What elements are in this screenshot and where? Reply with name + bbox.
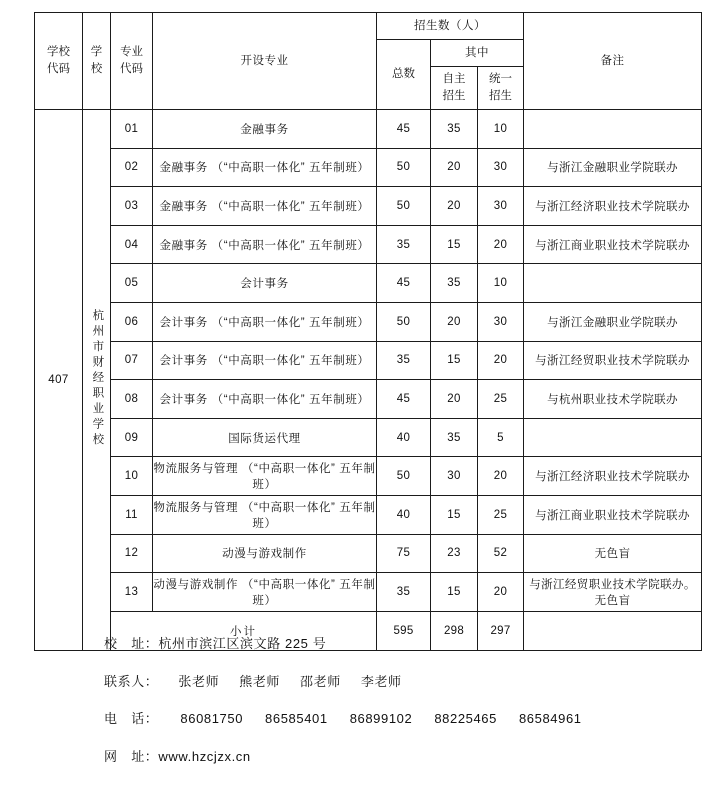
school-contact-block — [104, 636, 684, 786]
remark-cell: 与浙江经济职业技术学院联办 — [524, 457, 702, 496]
major-code-cell: 12 — [111, 534, 153, 573]
table-row — [35, 573, 702, 612]
independent-cell: 15 — [431, 573, 478, 612]
school-name-vertical: 杭州市财经职业学校 — [91, 308, 104, 449]
major-code-cell: 11 — [111, 495, 153, 534]
header-unified: 统一 招生 — [478, 67, 524, 110]
major-code-cell: 09 — [111, 418, 153, 457]
address-line — [104, 636, 684, 652]
phone-number: 86081750 — [180, 711, 244, 727]
major-name-cell: 动漫与游戏制作 — [153, 534, 377, 573]
major-name-cell: 国际货运代理 — [153, 418, 377, 457]
total-cell: 45 — [377, 264, 431, 303]
phone-label: 电 话： — [104, 711, 159, 727]
remark-cell: 与浙江商业职业技术学院联办 — [524, 225, 702, 264]
header-remark: 备注 — [524, 13, 702, 110]
header-school-name: 学 校 — [83, 13, 111, 110]
table-row — [35, 187, 702, 226]
unified-cell: 10 — [478, 110, 524, 149]
remark-cell: 与浙江经济职业技术学院联办 — [524, 187, 702, 226]
major-name-cell: 金融事务 （“中高职一体化” 五年制班） — [153, 148, 377, 187]
major-name-cell: 会计事务 （“中高职一体化” 五年制班） — [153, 380, 377, 419]
unified-cell: 20 — [478, 573, 524, 612]
header-school-code: 学校 代码 — [35, 13, 83, 110]
unified-cell: 25 — [478, 495, 524, 534]
major-code-cell: 03 — [111, 187, 153, 226]
phone-number: 88225465 — [434, 711, 497, 727]
table-row — [35, 148, 702, 187]
major-code-cell: 06 — [111, 302, 153, 341]
table-row — [35, 418, 702, 457]
major-name-cell: 动漫与游戏制作 （“中高职一体化” 五年制班） — [153, 573, 377, 612]
unified-cell: 20 — [478, 341, 524, 380]
subtotal-label: 小计 — [111, 611, 377, 650]
major-name-cell: 金融事务 （“中高职一体化” 五年制班） — [153, 225, 377, 264]
unified-cell: 5 — [478, 418, 524, 457]
phone-number: 86899102 — [349, 711, 413, 727]
total-cell: 75 — [377, 534, 431, 573]
independent-cell: 15 — [431, 225, 478, 264]
unified-cell: 30 — [478, 302, 524, 341]
independent-cell: 23 — [431, 534, 478, 573]
independent-cell: 30 — [431, 457, 478, 496]
total-cell: 35 — [377, 341, 431, 380]
major-name-cell: 会计事务 （“中高职一体化” 五年制班） — [153, 341, 377, 380]
independent-cell: 15 — [431, 495, 478, 534]
table-row — [35, 341, 702, 380]
total-cell: 40 — [377, 495, 431, 534]
contact-name: 李老师 — [360, 673, 402, 689]
independent-cell: 35 — [431, 264, 478, 303]
subtotal-independent: 298 — [431, 611, 478, 650]
major-code-cell: 04 — [111, 225, 153, 264]
subtotal-total: 595 — [377, 611, 431, 650]
unified-cell: 30 — [478, 148, 524, 187]
contact-label: 联系人： — [104, 673, 159, 689]
table-row — [35, 534, 702, 573]
total-cell: 50 — [377, 302, 431, 341]
table-row — [35, 225, 702, 264]
table-row — [35, 457, 702, 496]
total-cell: 50 — [377, 148, 431, 187]
table-row — [35, 264, 702, 303]
major-code-cell: 02 — [111, 148, 153, 187]
header-independent: 自主 招生 — [431, 67, 478, 110]
major-code-cell: 05 — [111, 264, 153, 303]
remark-cell: 无色盲 — [524, 534, 702, 573]
major-name-cell: 物流服务与管理 （“中高职一体化” 五年制班） — [153, 495, 377, 534]
remark-cell — [524, 418, 702, 457]
header-enrollment-group: 招生数（人） — [377, 13, 524, 40]
independent-cell: 20 — [431, 187, 478, 226]
table-row — [35, 380, 702, 419]
major-code-cell: 07 — [111, 341, 153, 380]
table-row — [35, 302, 702, 341]
major-name-cell: 会计事务 — [153, 264, 377, 303]
address-value: 杭州市滨江区滨文路 225 号 — [158, 636, 327, 651]
remark-cell: 与浙江经贸职业技术学院联办。无色盲 — [524, 573, 702, 612]
total-cell: 35 — [377, 225, 431, 264]
subtotal-unified: 297 — [478, 611, 524, 650]
contact-name: 张老师 — [178, 673, 220, 689]
header-major-code: 专业 代码 — [111, 13, 153, 110]
independent-cell: 20 — [431, 148, 478, 187]
header-sub-group: 其中 — [431, 40, 524, 67]
major-code-cell: 01 — [111, 110, 153, 149]
contact-name: 熊老师 — [239, 673, 281, 689]
remark-cell: 与浙江金融职业学院联办 — [524, 302, 702, 341]
phone-number: 86585401 — [265, 711, 328, 727]
website-value: www.hzcjzx.cn — [158, 748, 251, 764]
unified-cell: 10 — [478, 264, 524, 303]
total-cell: 40 — [377, 418, 431, 457]
independent-cell: 35 — [431, 418, 478, 457]
contact-name: 邵老师 — [300, 673, 341, 689]
remark-cell: 与杭州职业技术学院联办 — [524, 380, 702, 419]
website-line — [104, 749, 684, 765]
phone-number: 86584961 — [518, 711, 582, 727]
unified-cell: 25 — [478, 380, 524, 419]
major-name-cell: 物流服务与管理 （“中高职一体化” 五年制班） — [153, 457, 377, 496]
phone-numbers — [180, 711, 581, 726]
major-name-cell: 金融事务 （“中高职一体化” 五年制班） — [153, 187, 377, 226]
independent-cell: 20 — [431, 380, 478, 419]
total-cell: 35 — [377, 573, 431, 612]
remark-cell — [524, 264, 702, 303]
independent-cell: 15 — [431, 341, 478, 380]
total-cell: 50 — [377, 187, 431, 226]
remark-cell: 与浙江商业职业技术学院联办 — [524, 495, 702, 534]
phone-line — [104, 711, 684, 727]
total-cell: 45 — [377, 380, 431, 419]
school-name-cell — [83, 110, 111, 651]
independent-cell: 35 — [431, 110, 478, 149]
unified-cell: 20 — [478, 225, 524, 264]
remark-cell: 与浙江经贸职业技术学院联办 — [524, 341, 702, 380]
unified-cell: 52 — [478, 534, 524, 573]
total-cell: 50 — [377, 457, 431, 496]
remark-cell — [524, 110, 702, 149]
header-total: 总数 — [377, 40, 431, 110]
major-name-cell: 会计事务 （“中高职一体化” 五年制班） — [153, 302, 377, 341]
unified-cell: 30 — [478, 187, 524, 226]
table-row — [35, 495, 702, 534]
contact-line — [104, 674, 684, 690]
school-code-cell: 407 — [35, 110, 83, 651]
table-header-row-1 — [35, 13, 702, 40]
header-major-name: 开设专业 — [153, 13, 377, 110]
table-row — [35, 110, 702, 149]
contact-names — [178, 674, 401, 689]
major-code-cell: 13 — [111, 573, 153, 612]
unified-cell: 20 — [478, 457, 524, 496]
major-code-cell: 10 — [111, 457, 153, 496]
website-label: 网 址： — [104, 748, 159, 764]
address-label: 校 址： — [104, 636, 159, 651]
independent-cell: 20 — [431, 302, 478, 341]
major-code-cell: 08 — [111, 380, 153, 419]
enrollment-table — [34, 12, 702, 651]
remark-cell: 与浙江金融职业学院联办 — [524, 148, 702, 187]
total-cell: 45 — [377, 110, 431, 149]
major-name-cell: 金融事务 — [153, 110, 377, 149]
